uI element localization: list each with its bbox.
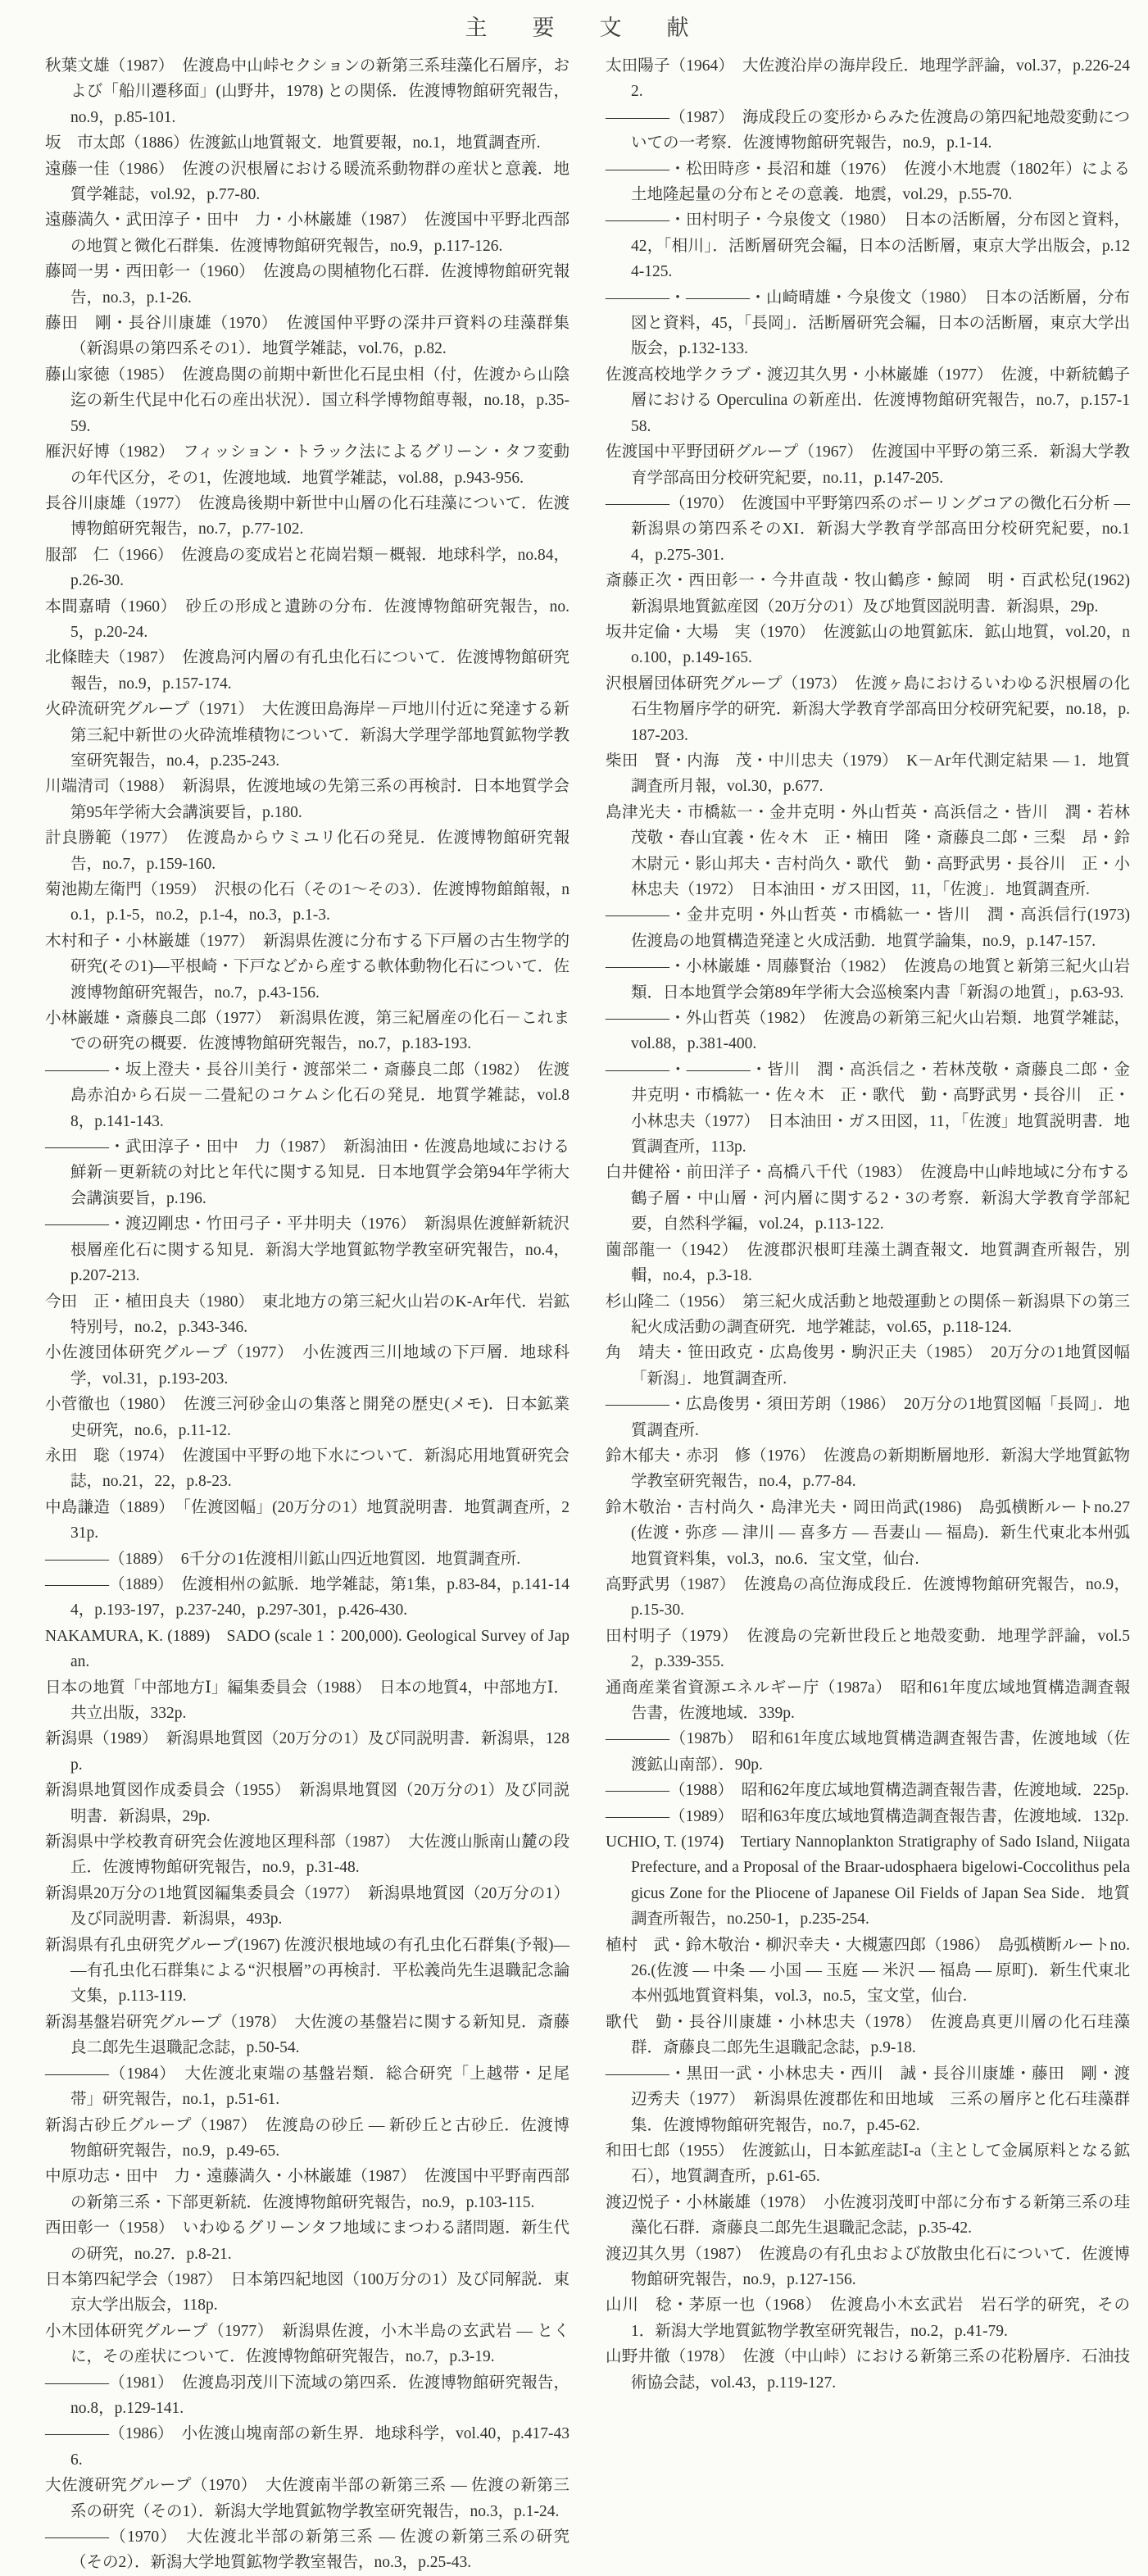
- reference-entry: 計良勝範（1977） 佐渡島からウミユリ化石の発見．佐渡博物館研究報告，no.7，p.159-160.: [45, 829, 569, 873]
- reference-entry: 木村和子・小林巌雄（1977） 新潟県佐渡に分布する下戸層の古生物学的研究(その1)―平根崎・下戸などから産する軟体動物化石について．佐渡博物館研究報告，no.7，p.43-156.: [45, 932, 569, 1002]
- reference-entry: 杉山隆二（1956） 第三紀火成活動と地殻運動との関係－新潟県下の第三紀火成活動の調査研究．地学雑誌，vol.65，p.118-124.: [606, 1293, 1130, 1336]
- reference-entry: 藤山家徳（1985） 佐渡島関の前期中新世化石昆虫相（付，佐渡から山陰迄の新生代昆中化石の産出状況）．国立科学博物館専報，no.18，p.35-59.: [45, 366, 569, 435]
- reference-entry: ――――（1970） 佐渡国中平野第四系のボーリングコアの微化石分析 ― 新潟県の第四系そのXI．新潟大学教育学部高田分校研究紀要，no.14，p.275-301.: [606, 494, 1130, 564]
- reference-entry: 日本の地質「中部地方Ⅰ」編集委員会（1988） 日本の地質4，中部地方Ⅰ．共立出版，332p.: [45, 1679, 569, 1722]
- reference-entry: 小佐渡団体研究グループ（1977） 小佐渡西三川地域の下戸層．地球科学，vol.31，p.193-203.: [45, 1344, 569, 1388]
- reference-entry: 小菅徹也（1980） 佐渡三河砂金山の集落と開発の歴史(メモ)．日本鉱業史研究，no.6，p.11-12.: [45, 1396, 569, 1439]
- reference-entry: 中原功志・田中 力・遠藤満久・小林巌雄（1987） 佐渡国中平野南西部の新第三系・下部更新統．佐渡博物館研究報告，no.9，p.103-115.: [45, 2168, 569, 2211]
- reference-entry: 歌代 勤・長谷川康雄・小林忠夫（1978） 佐渡島真更川層の化石珪藻群．斎藤良二郎先生退職記念誌，p.9-18.: [606, 2013, 1130, 2057]
- reference-entry: ――――（1984） 大佐渡北東端の基盤岩類．総合研究「上越帯・足尾帯」研究報告，no.1，p.51-61.: [45, 2065, 569, 2109]
- reference-entry: 火砕流研究グループ（1971） 大佐渡田島海岸－戸地川付近に発達する新第三紀中新世の火砕流堆積物について．新潟大学理学部地質鉱物学教室研究報告，no.4，p.235-243.: [45, 701, 569, 770]
- reference-entry: ――――（1986） 小佐渡山塊南部の新生界．地球科学，vol.40，p.417-436.: [45, 2425, 569, 2469]
- reference-entry: NAKAMURA, K. (1889) SADO (scale 1：200,000). Geological Survey of Japan.: [45, 1627, 569, 1671]
- reference-entry: 鈴木敬治・吉村尚久・島津光夫・岡田尚武(1986) 島弧横断ルートno.27(佐渡・弥彦 ― 津川 ― 喜多方 ― 吾妻山 ― 福島)．新生代東北本州弧地質資料集，vol.3，no.6．宝文堂，仙台.: [606, 1498, 1130, 1568]
- reference-entry: 小木団体研究グループ（1977） 新潟県佐渡，小木半島の玄武岩 ― とくに，その産状について．佐渡博物館研究報告，no.7，p.3-19.: [45, 2322, 569, 2366]
- reference-entry: 太田陽子（1964） 大佐渡沿岸の海岸段丘．地理学評論，vol.37，p.226-242.: [606, 57, 1130, 101]
- two-column-layout: [45, 53, 1132, 2576]
- reference-entry: 雁沢好博（1982） フィッション・トラック法によるグリーン・タフ変動の年代区分，その1，佐渡地域．地質学雑誌，vol.88，p.943-956.: [45, 443, 569, 487]
- reference-entry: 新潟古砂丘グループ（1987） 佐渡島の砂丘 ― 新砂丘と古砂丘．佐渡博物館研究報告，no.9，p.49-65.: [45, 2116, 569, 2160]
- reference-entry: ――――・金井克明・外山哲英・市橋紘一・皆川 潤・高浜信行(1973) 佐渡島の地質構造発達と火成活動．地質学論集，no.9，p.147-157.: [606, 906, 1130, 950]
- reference-entry: 北條睦夫（1987） 佐渡島河内層の有孔虫化石について．佐渡博物館研究報告，no.9，p.157-174.: [45, 649, 569, 693]
- reference-entry: 本間嘉晴（1960） 砂丘の形成と遺跡の分布．佐渡博物館研究報告，no.5，p.20-24.: [45, 597, 569, 641]
- reference-entry: 服部 仁（1966） 佐渡島の変成岩と花崗岩類－概報．地球科学，no.84，p.26-30.: [45, 546, 569, 590]
- page-title: 主 要 文 献: [465, 16, 701, 40]
- reference-entry: 中島謙造（1889） 「佐渡図幅」(20万分の1）地質説明書．地質調査所，231p.: [45, 1498, 569, 1542]
- reference-entry: 和田七郎（1955） 佐渡鉱山，日本鉱産誌Ⅰ-a（主として金属原料となる鉱石），地質調査所，p.61-65.: [606, 2142, 1130, 2186]
- reference-entry: 山川 稔・茅原一也（1968） 佐渡島小木玄武岩 岩石学的研究，その1．新潟大学地質鉱物学教室研究報告，no.2，p.41-79.: [606, 2297, 1130, 2340]
- reference-entry: ――――・外山哲英（1982） 佐渡島の新第三紀火山岩類．地質学雑誌，vol.88，p.381-400.: [606, 1010, 1130, 1053]
- reference-entry: ――――・武田淳子・田中 力（1987） 新潟油田・佐渡島地域における鮮新－更新統の対比と年代に関する知見．日本地質学会第94年学術大会講演要旨，p.196.: [45, 1138, 569, 1207]
- reference-entry: ――――（1970） 大佐渡北半部の新第三系 ― 佐渡の新第三系の研究（その2）．新潟大学地質鉱物学教室報告，no.3，p.25-43.: [45, 2528, 569, 2572]
- reference-entry: ――――・――――・山崎晴雄・今泉俊文（1980） 日本の活断層，分布図と資料，45，「長岡」．活断層研究会編，日本の活断層，東京大学出版会，p.132-133.: [606, 288, 1130, 358]
- reference-entry: ――――（1988） 昭和62年度広域地質構造調査報告書，佐渡地域．225p.: [606, 1782, 1129, 1800]
- reference-entry: 大佐渡研究グループ（1970） 大佐渡南半部の新第三系 ― 佐渡の新第三系の研究（その1）．新潟大学地質鉱物学教室研究報告，no.3，p.1-24.: [45, 2477, 569, 2520]
- reference-entry: 今田 正・植田良夫（1980） 東北地方の第三紀火山岩のK-Ar年代．岩鉱特別号，no.2，p.343-346.: [45, 1293, 569, 1336]
- reference-entry: ――――・松田時彦・長沼和雄（1976） 佐渡小木地震（1802年）による土地隆起量の分布とその意義．地震，vol.29，p.55-70.: [606, 160, 1130, 204]
- reference-entry: 新潟基盤岩研究グループ（1978） 大佐渡の基盤岩に関する新知見．斎藤良二郎先生退職記念誌，p.50-54.: [45, 2013, 569, 2057]
- reference-entry: 渡辺悦子・小林巌雄（1978） 小佐渡羽茂町中部に分布する新第三系の珪藻化石群．斎藤良二郎先生退職記念誌，p.35-42.: [606, 2193, 1130, 2238]
- reference-entry: 永田 聡（1974） 佐渡国中平野の地下水について．新潟応用地質研究会誌，no.21，22，p.8-23.: [45, 1447, 569, 1491]
- reference-entry: 高野武男（1987） 佐渡島の高位海成段丘．佐渡博物館研究報告，no.9，p.15-30.: [606, 1575, 1130, 1620]
- reference-entry: ――――（1987b） 昭和61年度広域地質構造調査報告書，佐渡地域（佐渡鉱山南部）．90p.: [606, 1730, 1130, 1774]
- reference-entry: ――――（1989） 昭和63年度広域地質構造調査報告書，佐渡地域．132p.: [606, 1807, 1129, 1825]
- reference-entry: ――――（1889） 6千分の1佐渡相川鉱山四近地質図．地質調査所.: [45, 1550, 521, 1568]
- reference-entry: 田村明子（1979） 佐渡島の完新世段丘と地殻変動．地理学評論，vol.52，p.339-355.: [606, 1627, 1130, 1671]
- reference-entry: 佐渡国中平野団研グループ（1967） 佐渡国中平野の第三系．新潟大学教育学部高田分校研究紀要，no.11，p.147-205.: [606, 443, 1130, 487]
- reference-entry: ――――（1889） 佐渡相州の鉱脈．地学雑誌，第1集，p.83-84，p.141-144，p.193-197，p.237-240，p.297-301，p.426-430.: [45, 1575, 569, 1620]
- reference-entry: 柴田 賢・内海 茂・中川忠夫（1979） K－Ar年代測定結果 ― 1．地質調査所月報，vol.30，p.677.: [606, 752, 1130, 796]
- reference-entry: 川端清司（1988） 新潟県，佐渡地域の先第三系の再検討．日本地質学会第95年学術大会講演要旨，p.180.: [45, 778, 569, 821]
- reference-entry: 植村 武・鈴木敬治・柳沢幸夫・大槻憲四郎（1986） 島弧横断ルートno.26.(佐渡 ― 中条 ― 小国 ― 玉庭 ― 米沢 ― 福島 ― 原町)．新生代東北本州弧地質資料集，vol.3，no.5，宝文堂，仙台.: [606, 1936, 1130, 2006]
- reference-entry: 白井健裕・前田洋子・高橋八千代（1983） 佐渡島中山峠地域に分布する鶴子層・中山層・河内層に関する2・3の考察．新潟大学教育学部紀要，自然科学編，vol.24，p.113-122.: [606, 1164, 1130, 1233]
- reference-entry: 山野井徹（1978） 佐渡（中山峠）における新第三系の花粉層序．石油技術協会誌，vol.43，p.119-127.: [606, 2348, 1130, 2392]
- reference-entry: 坂井定倫・大場 実（1970） 佐渡鉱山の地質鉱床．鉱山地質，vol.20，no.100，p.149-165.: [606, 623, 1130, 667]
- reference-entry: 秋葉文雄（1987） 佐渡島中山峠セクションの新第三系珪藻化石層序，および「船川遷移面」(山野井，1978) との関係．佐渡博物館研究報告，no.9，p.85-101.: [45, 57, 569, 126]
- reference-entry: 藤田 剛・長谷川康雄（1970） 佐渡国仲平野の深井戸資料の珪藻群集（新潟県の第四系その1）．地質学雑誌，vol.76，p.82.: [45, 315, 569, 358]
- reference-entry: 通商産業省資源エネルギー庁（1987a） 昭和61年度広域地質構造調査報告書，佐渡地域．339p.: [606, 1679, 1130, 1722]
- reference-entry: 藤岡一男・西田彰一（1960） 佐渡島の関植物化石群．佐渡博物館研究報告，no.3，p.1-26.: [45, 263, 569, 307]
- reference-entry: 角 靖夫・笹田政克・広島俊男・駒沢正夫（1985） 20万分の1地質図幅「新潟」．地質調査所.: [606, 1344, 1130, 1388]
- reference-entry: ――――・――――・皆川 潤・高浜信之・若林茂敬・斎藤良二郎・金井克明・市橋紘一・佐々木 正・歌代 勤・高野武男・長谷川 正・小林忠夫（1977） 日本油田・ガス田図，11，「佐渡」地質説明書．地質調査所，113p.: [606, 1061, 1130, 1156]
- reference-entry: 新潟県20万分の1地質図編集委員会（1977） 新潟県地質図（20万分の1）及び同説明書．新潟県，493p.: [45, 1884, 569, 1929]
- reference-entry: ――――・黒田一武・小林忠夫・西川 誠・長谷川康雄・藤田 剛・渡辺秀夫（1977） 新潟県佐渡郡佐和田地域 三系の層序と化石珪藻群集．佐渡博物館研究報告，no.7，p.45-62.: [606, 2065, 1130, 2134]
- reference-entry: 坂 市太郎（1886）佐渡鉱山地質報文．地質要報，no.1，地質調査所.: [45, 134, 541, 152]
- reference-entry: 渡辺其久男（1987） 佐渡島の有孔虫および放散虫化石について．佐渡博物館研究報告，no.9，p.127-156.: [606, 2245, 1130, 2288]
- reference-entry: ――――（1981） 佐渡島羽茂川下流域の第四系．佐渡博物館研究報告，no.8，p.129-141.: [45, 2374, 569, 2417]
- reference-entry: 日本第四紀学会（1987） 日本第四紀地図（100万分の1）及び同解説．東京大学出版会，118p.: [45, 2270, 569, 2315]
- reference-entry: 遠藤一佳（1986） 佐渡の沢根層における暖流系動物群の産状と意義．地質学雑誌，vol.92，p.77-80.: [45, 160, 569, 204]
- reference-entry: 沢根層団体研究グループ（1973） 佐渡ヶ島におけるいわゆる沢根層の化石生物層序学的研究．新潟大学教育学部高田分校研究紀要，no.18，p.187-203.: [606, 675, 1130, 744]
- reference-entry: 島津光夫・市橋紘一・金井克明・外山哲英・高浜信之・皆川 潤・若林茂敬・春山宜義・佐々木 正・楠田 隆・斎藤良二郎・三梨 昂・鈴木尉元・影山邦夫・吉村尚久・歌代 勤・高野武男・長谷川 正・小林忠夫（1972） 日本油田・ガス田図，11，「佐渡」．地質調査所.: [606, 803, 1130, 898]
- reference-entry: 小林巌雄・斎藤良二郎（1977） 新潟県佐渡，第三紀層産の化石－これまでの研究の概要．佐渡博物館研究報告，no.7，p.183-193.: [45, 1010, 569, 1053]
- reference-entry: 鈴木郁夫・赤羽 修（1976） 佐渡島の新期断層地形．新潟大学地質鉱物学教室研究報告，no.4，p.77-84.: [606, 1447, 1130, 1491]
- reference-entry: UCHIO, T. (1974) Tertiary Nannoplankton Stratigraphy of Sado Island, Niigata Prefecture, and a Proposal of the Braar-udosphaera bigelowi-Coccolithus pelagicus Zone for the Pliocene of Japanese Oil Fields of Japan Sea Side．地質調査所報告，no.250-1，p.235-254.: [606, 1833, 1130, 1929]
- reference-entry: 佐渡高校地学クラブ・渡辺其久男・小林巌雄（1977） 佐渡，中新統鶴子層における Operculina の新産出．佐渡博物館研究報告，no.7，p.157-158.: [606, 366, 1130, 435]
- reference-entry: 西田彰一（1958） いわゆるグリーンタフ地域にまつわる諸問題．新生代の研究，no.27．p.8-21.: [45, 2219, 569, 2263]
- reference-entry: 新潟県有孔虫研究グループ(1967) 佐渡沢根地域の有孔虫化石群集(予報)――有孔虫化石群集による“沢根層”の再検討．平松義尚先生退職記念論文集，p.113-119.: [45, 1936, 569, 2006]
- reference-entry: ――――・広島俊男・須田芳朗（1986） 20万分の1地質図幅「長岡」．地質調査所.: [606, 1396, 1130, 1439]
- reference-entry: ――――・坂上澄夫・長谷川美行・渡部栄二・斎藤良二郎（1982） 佐渡島赤泊から石炭－二畳紀のコケムシ化石の発見．地質学雑誌，vol.88，p.141-143.: [45, 1061, 569, 1130]
- reference-entry: 長谷川康雄（1977） 佐渡島後期中新世中山層の化石珪藻について．佐渡博物館研究報告，no.7，p.77-102.: [45, 494, 569, 538]
- left-column: [45, 53, 569, 2576]
- reference-entry: ――――・小林巌雄・周藤賢治（1982） 佐渡島の地質と新第三紀火山岩類．日本地質学会第89年学術大会巡検案内書「新潟の地質」，p.63-93.: [606, 958, 1130, 1002]
- reference-entry: ――――・田村明子・今泉俊文（1980） 日本の活断層，分布図と資料，42，「相川」．活断層研究会編，日本の活断層，東京大学出版会，p.124-125.: [606, 211, 1130, 281]
- reference-entry: 新潟県地質図作成委員会（1955） 新潟県地質図（20万分の1）及び同説明書．新潟県，29p.: [45, 1782, 569, 1825]
- right-column: [606, 53, 1130, 2396]
- reference-entry: 菊池勘左衛門（1959） 沢根の化石（その1～その3）．佐渡博物館館報，no.1，p.1-5，no.2，p.1-4，no.3，p.1-3.: [45, 881, 569, 925]
- reference-entry: ――――（1987） 海成段丘の変形からみた佐渡島の第四紀地殻変動についての一考察．佐渡博物館研究報告，no.9，p.1-14.: [606, 108, 1130, 152]
- reference-entry: 薗部龍一（1942） 佐渡郡沢根町珪藻土調査報文．地質調査所報告，別輯，no.4，p.3-18.: [606, 1241, 1130, 1285]
- reference-entry: ――――・渡辺剛忠・竹田弓子・平井明夫（1976） 新潟県佐渡鮮新統沢根層産化石に関する知見．新潟大学地質鉱物学教室研究報告，no.4，p.207-213.: [45, 1215, 569, 1285]
- reference-entry: 斎藤正次・西田彰一・今井直哉・牧山鶴彦・鯨岡 明・百武松兒(1962) 新潟県地質鉱産図（20万分の1）及び地質図説明書．新潟県，29p.: [606, 572, 1130, 616]
- reference-entry: 遠藤満久・武田淳子・田中 力・小林巌雄（1987） 佐渡国中平野北西部の地質と微化石群集．佐渡博物館研究報告，no.9，p.117-126.: [45, 211, 569, 255]
- reference-entry: 新潟県（1989） 新潟県地質図（20万分の1）及び同説明書．新潟県，128p.: [45, 1730, 569, 1774]
- reference-entry: 新潟県中学校教育研究会佐渡地区理科部（1987） 大佐渡山脈南山麓の段丘．佐渡博物館研究報告，no.9，p.31-48.: [45, 1833, 569, 1877]
